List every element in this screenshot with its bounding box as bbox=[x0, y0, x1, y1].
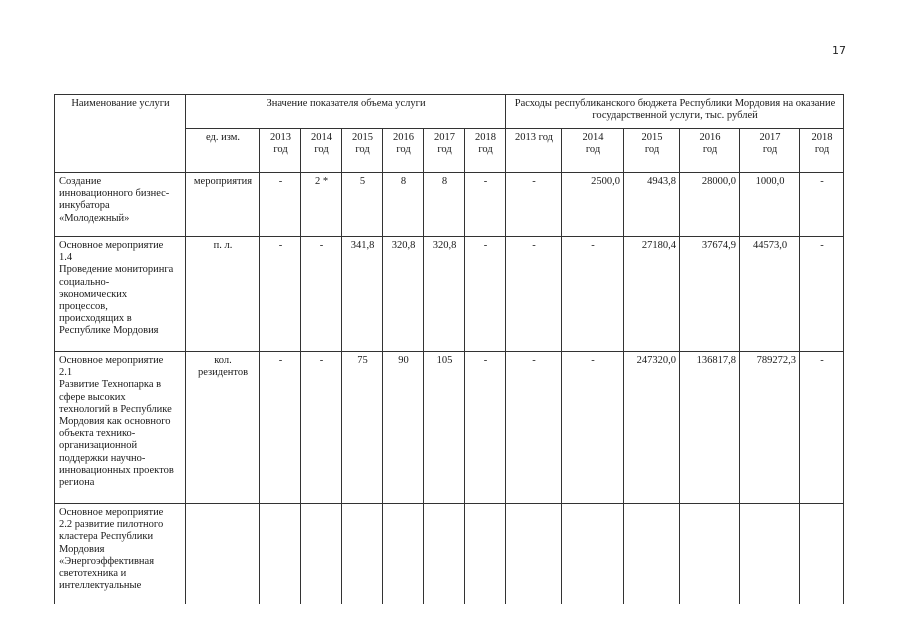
row-value: - bbox=[260, 173, 301, 237]
row-expense: - bbox=[562, 352, 624, 504]
table-row bbox=[55, 173, 844, 237]
header-service-name: Наименование услуги bbox=[55, 95, 186, 173]
row-value: 8 bbox=[424, 173, 465, 237]
header-year: 2014 год bbox=[301, 129, 342, 173]
row-expense bbox=[740, 504, 800, 605]
row-value: 5 bbox=[342, 173, 383, 237]
row-service-name: Создание инновационного бизнес- инкубатора «Молодежный» bbox=[55, 173, 186, 237]
table-row bbox=[55, 237, 844, 352]
header-expense-year: 2013 год bbox=[506, 129, 562, 173]
row-expense: - bbox=[506, 352, 562, 504]
row-expense: 27180,4 bbox=[624, 237, 680, 352]
row-value: 75 bbox=[342, 352, 383, 504]
row-expense: - bbox=[800, 237, 844, 352]
header-expense-year: 2016 год bbox=[680, 129, 740, 173]
row-value: 90 bbox=[383, 352, 424, 504]
row-unit: п. л. bbox=[186, 237, 260, 352]
header-row-1 bbox=[55, 95, 844, 129]
row-value bbox=[260, 504, 301, 605]
row-value bbox=[424, 504, 465, 605]
row-value: 105 bbox=[424, 352, 465, 504]
row-value: 341,8 bbox=[342, 237, 383, 352]
row-unit: мероприятия bbox=[186, 173, 260, 237]
row-expense: - bbox=[800, 173, 844, 237]
row-value bbox=[465, 504, 506, 605]
row-expense bbox=[506, 504, 562, 605]
row-value: 8 bbox=[383, 173, 424, 237]
page-number: 17 bbox=[832, 44, 846, 57]
row-expense: - bbox=[506, 237, 562, 352]
header-expenses: Расходы республиканского бюджета Республики Мордовия на оказание государственной услуги, тыс. рублей bbox=[506, 95, 844, 129]
row-value: - bbox=[260, 352, 301, 504]
row-service-name: Основное мероприятие 1.4 Проведение мониторинга социально- экономических процессов, происходящих в Республике Мордовия bbox=[55, 237, 186, 352]
header-expense-year: 2015 год bbox=[624, 129, 680, 173]
row-value: 2 * bbox=[301, 173, 342, 237]
row-expense: 247320,0 bbox=[624, 352, 680, 504]
row-expense: - bbox=[506, 173, 562, 237]
row-expense: 1000,0 bbox=[740, 173, 800, 237]
row-value: 320,8 bbox=[424, 237, 465, 352]
row-expense: - bbox=[800, 352, 844, 504]
header-indicator-value: Значение показателя объема услуги bbox=[186, 95, 506, 129]
row-value bbox=[383, 504, 424, 605]
row-value: - bbox=[465, 237, 506, 352]
row-value: - bbox=[465, 352, 506, 504]
row-value bbox=[342, 504, 383, 605]
row-expense bbox=[624, 504, 680, 605]
header-expense-year: 2018 год bbox=[800, 129, 844, 173]
row-expense: 37674,9 bbox=[680, 237, 740, 352]
header-expense-year: 2014 год bbox=[562, 129, 624, 173]
table-row bbox=[55, 352, 844, 504]
header-year: 2016 год bbox=[383, 129, 424, 173]
row-expense bbox=[680, 504, 740, 605]
row-service-name: Основное мероприятие 2.2 развитие пилотного кластера Республики Мордовия «Энергоэффективная светотехника и интеллектуальные bbox=[55, 504, 186, 605]
row-expense: 28000,0 bbox=[680, 173, 740, 237]
row-unit bbox=[186, 504, 260, 605]
row-value: 320,8 bbox=[383, 237, 424, 352]
table-row bbox=[55, 504, 844, 605]
header-year: 2013 год bbox=[260, 129, 301, 173]
row-value: - bbox=[301, 237, 342, 352]
budget-table bbox=[54, 94, 844, 604]
row-unit: кол. резидентов bbox=[186, 352, 260, 504]
row-expense: 789272,3 bbox=[740, 352, 800, 504]
row-value: - bbox=[301, 352, 342, 504]
header-year: 2018 год bbox=[465, 129, 506, 173]
row-expense bbox=[800, 504, 844, 605]
row-value: - bbox=[260, 237, 301, 352]
row-expense: 4943,8 bbox=[624, 173, 680, 237]
row-expense bbox=[562, 504, 624, 605]
row-expense: 136817,8 bbox=[680, 352, 740, 504]
row-value: - bbox=[465, 173, 506, 237]
row-expense: - bbox=[562, 237, 624, 352]
header-year: 2017 год bbox=[424, 129, 465, 173]
header-unit: ед. изм. bbox=[186, 129, 260, 173]
row-expense: 44573,0 bbox=[740, 237, 800, 352]
row-service-name: Основное мероприятие 2.1 Развитие Технопарка в сфере высоких технологий в Республике Мордовия как основного объекта технико- организационной поддержки научно- инновационных проектов региона bbox=[55, 352, 186, 504]
header-year: 2015 год bbox=[342, 129, 383, 173]
header-expense-year: 2017 год bbox=[740, 129, 800, 173]
row-expense: 2500,0 bbox=[562, 173, 624, 237]
row-value bbox=[301, 504, 342, 605]
